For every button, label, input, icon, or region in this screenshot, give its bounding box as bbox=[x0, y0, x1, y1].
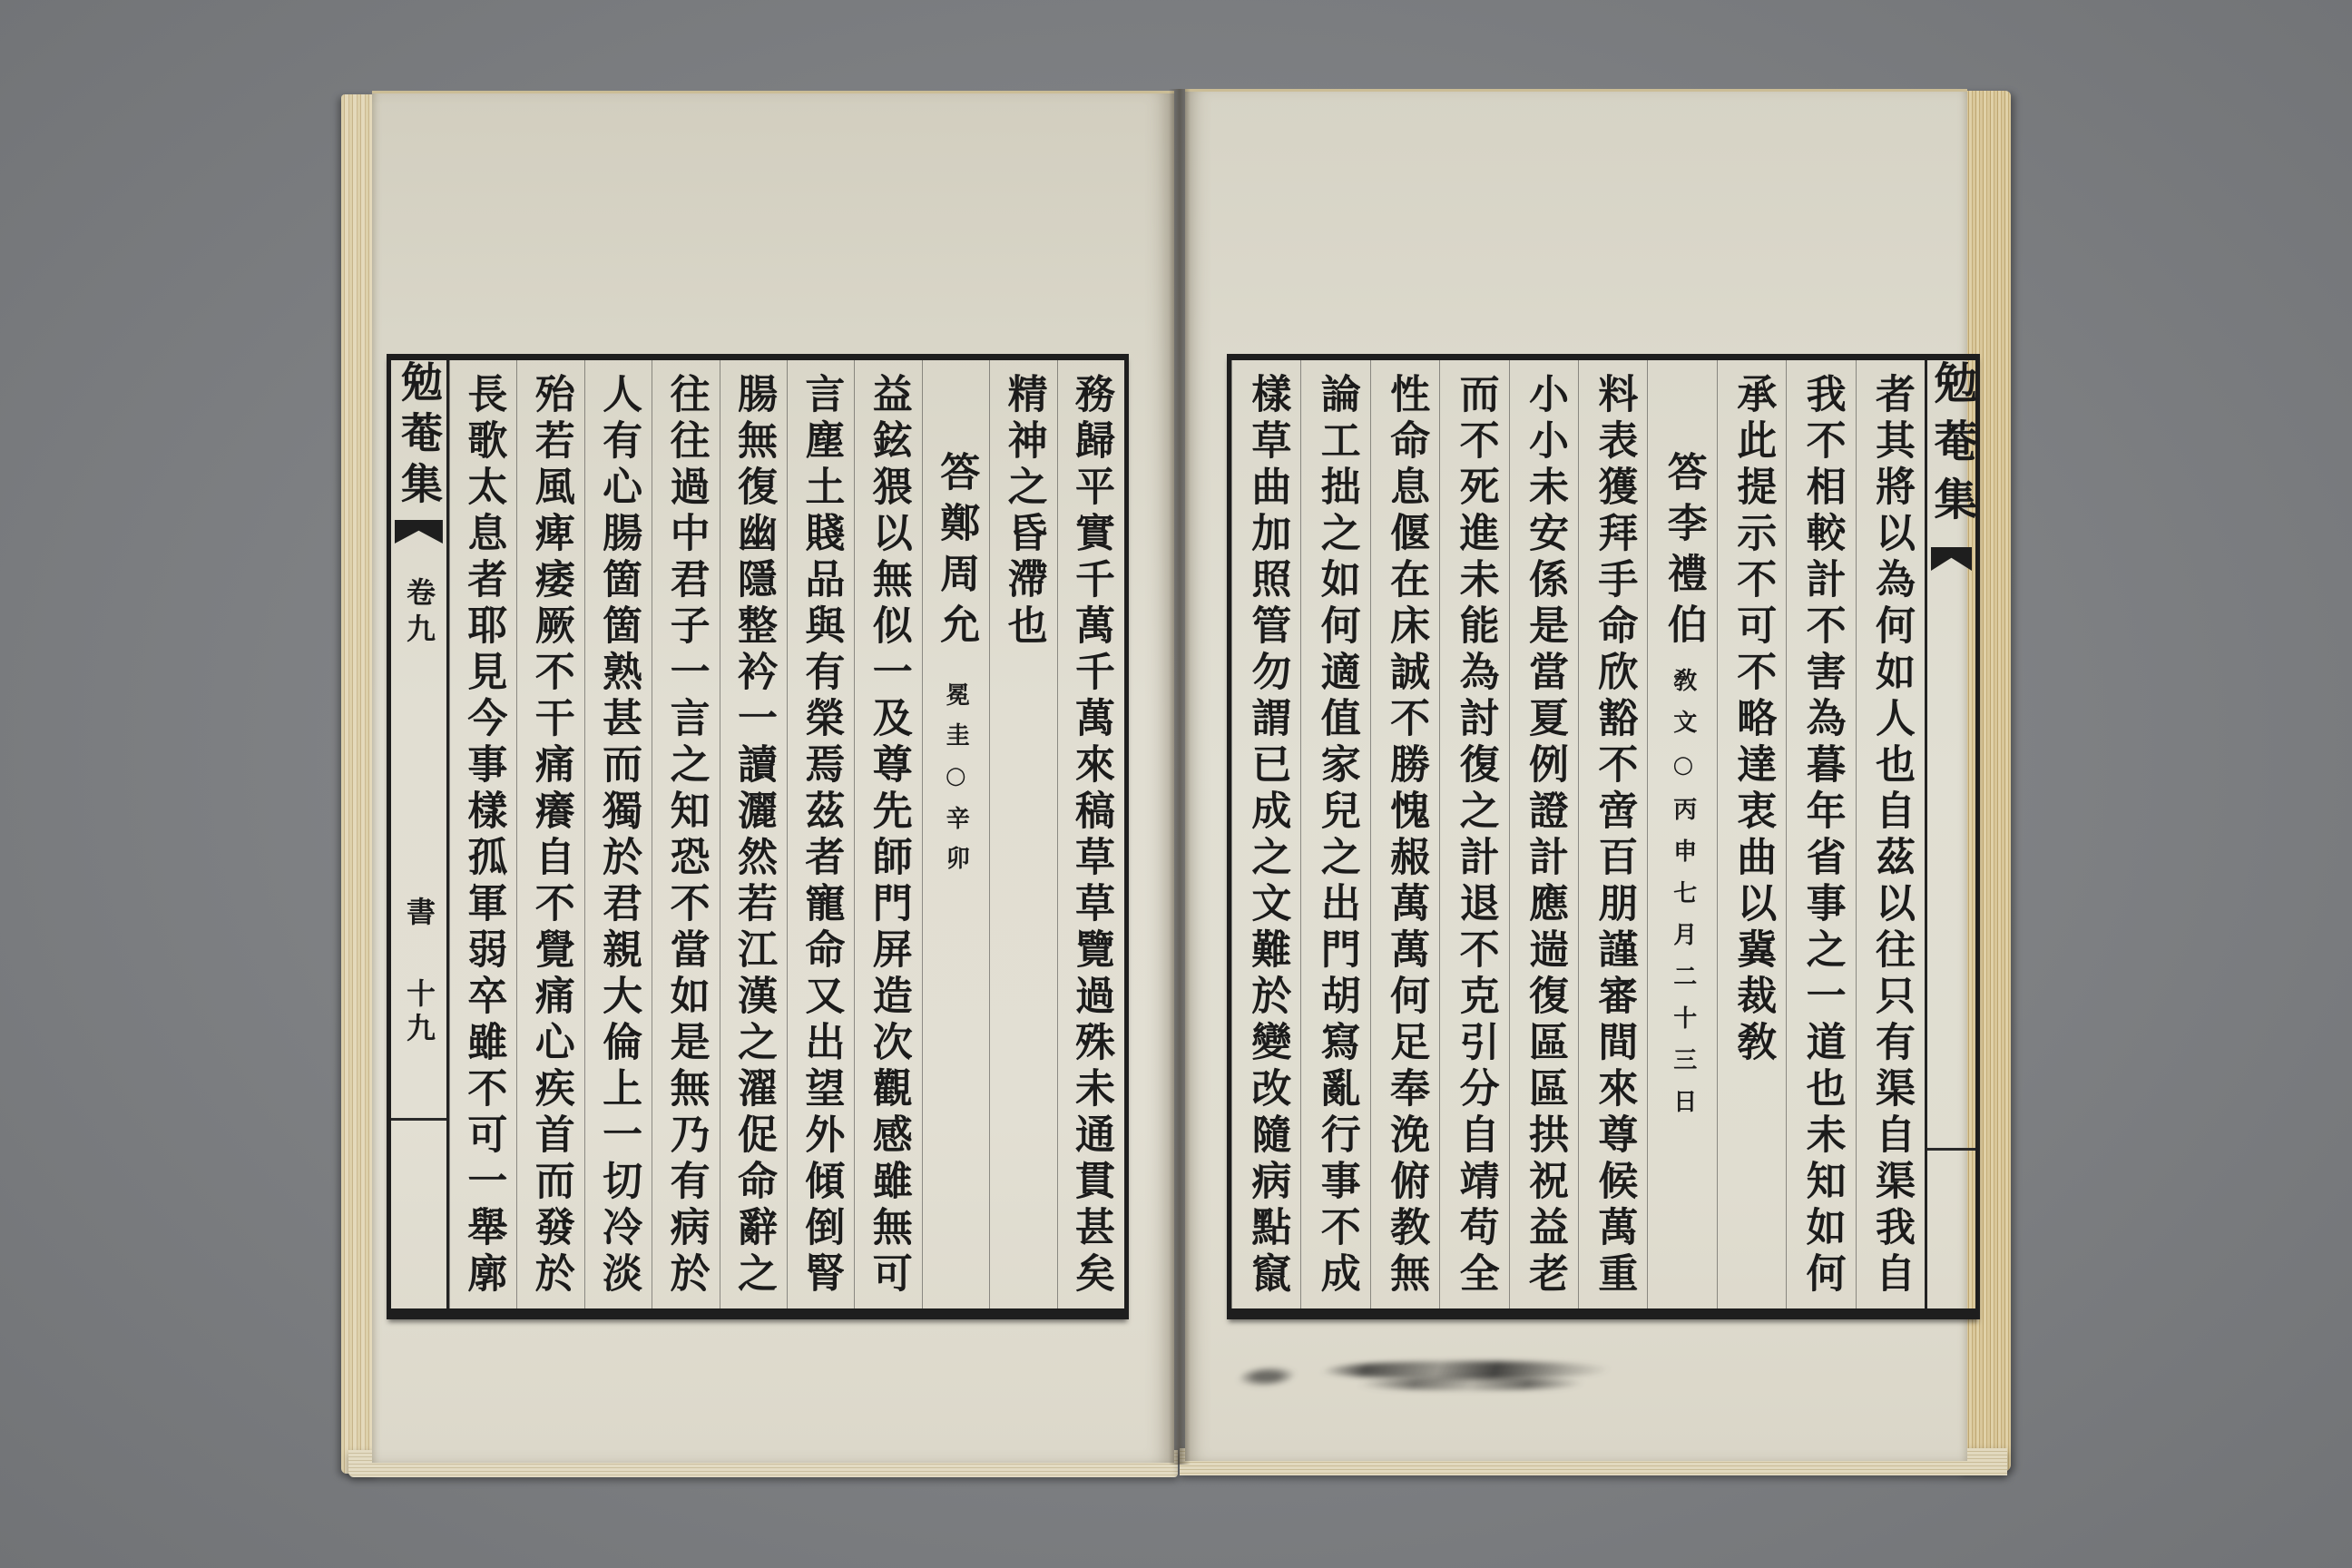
text-column: 人有心腸箇箇熟甚而獨於君親大倫上一切冷淡 bbox=[584, 360, 652, 1308]
category-label: 書 bbox=[401, 897, 436, 926]
lower-fish-tail-line bbox=[391, 1118, 446, 1121]
text-column: 務歸平實千萬千萬來稿草草覽過殊未通貫甚矣 bbox=[1057, 360, 1124, 1308]
text-column: 往往過中君子一言之知恐不當如是無乃有病於 bbox=[652, 360, 719, 1308]
text-column: 而不死進未能為討復之計退不克引分自靖苟全 bbox=[1439, 360, 1508, 1308]
left-page-print-frame bbox=[387, 354, 1129, 1319]
text-column: 我不相較計不害為暮年省事之一道也未知如何 bbox=[1786, 360, 1855, 1308]
left-page bbox=[372, 91, 1174, 1463]
text-column: 承此提示不可不略達衷曲以冀裁敎 bbox=[1717, 360, 1786, 1308]
text-column: 言塵土賤品與有榮焉茲者寵命又出望外傾倒腎 bbox=[787, 360, 854, 1308]
fold-margin bbox=[391, 360, 449, 1308]
ink-smudge bbox=[1318, 1361, 1614, 1379]
book-title: 勉菴集 bbox=[1926, 360, 1977, 534]
book-title: 勉菴集 bbox=[394, 360, 444, 513]
book-gutter-shadow bbox=[1169, 89, 1191, 1465]
text-column: 益鉉猥以無似一及尊先師門屏造次觀感雖無可 bbox=[854, 360, 921, 1308]
text-column: 料表獲拜手命欣豁不啻百朋謹審間來尊候萬重 bbox=[1578, 360, 1647, 1308]
right-page bbox=[1185, 89, 1977, 1461]
letter-heading: 答鄭周允 bbox=[933, 451, 980, 654]
lower-fish-tail-line bbox=[1927, 1148, 1975, 1151]
letter-heading-column bbox=[1647, 360, 1716, 1308]
heading-note: 敎文○丙申七月二十三日 bbox=[1669, 668, 1697, 1131]
heading-note: 冕圭○辛卯 bbox=[942, 682, 970, 886]
letter-heading: 答李禮伯 bbox=[1660, 451, 1707, 654]
text-column: 小小未安係是當夏例證計應遄復區區拱祝益老 bbox=[1509, 360, 1578, 1308]
page-number: 十九 bbox=[401, 978, 436, 1047]
ink-smudge bbox=[1355, 1377, 1586, 1390]
fish-tail-mark bbox=[1931, 547, 1972, 571]
fish-tail-mark bbox=[395, 520, 443, 544]
text-column: 樣草曲加照管勿謂已成之文難於變改隨病點竄 bbox=[1231, 360, 1300, 1308]
fold-margin bbox=[1925, 360, 1975, 1308]
text-column: 性命息偃在床誠不勝愧赧萬萬何足奉浼俯教無 bbox=[1370, 360, 1439, 1308]
text-column: 精神之昏滯也 bbox=[989, 360, 1056, 1308]
text-column: 論工拙之如何適值家兒之出門胡寫亂行事不成 bbox=[1300, 360, 1369, 1308]
text-column: 長歌太息者耶見今事樣孤軍弱卒雖不可一舉廓 bbox=[449, 360, 516, 1308]
text-column: 者其將以為何如人也自茲以往只有渠自渠我自 bbox=[1856, 360, 1925, 1308]
letter-heading-column bbox=[922, 360, 989, 1308]
right-page-print-frame bbox=[1227, 354, 1980, 1319]
text-column: 殆若風痺痿厥不干痛癢自不覺痛心疾首而發於 bbox=[516, 360, 583, 1308]
ink-smudge bbox=[1234, 1367, 1299, 1387]
text-column: 腸無復幽隱整衿一讀灑然若江漢之濯促命辭之 bbox=[720, 360, 787, 1308]
volume-label: 卷九 bbox=[401, 577, 436, 650]
